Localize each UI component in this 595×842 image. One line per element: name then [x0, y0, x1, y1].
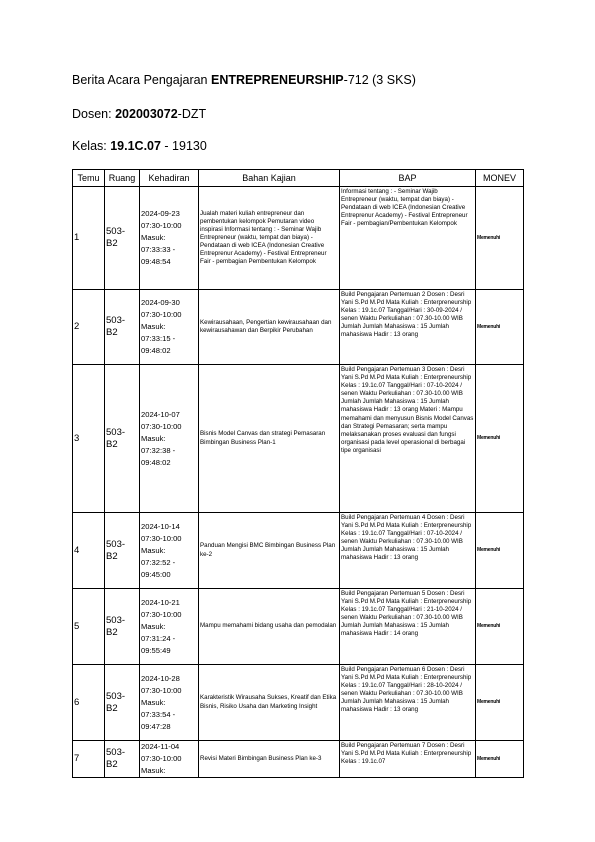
bap-text: Build Pengajaran Pertemuan 5 Dosen : Desri Yani S.Pd M.Pd Mata Kuliah : Enterpreneurship Kelas : 19.1c.07 Tanggal/Hari : 21-10-2024 / senen Waktu Perkuliahan : 07.30-10.00 WIB Jumlah Jumlah Mahasiswa : 15 Jumlah mahasiswa Hadir : 14 orang [340, 589, 476, 665]
bap-text: Build Pengajaran Pertemuan 7 Dosen : Desri Yani S.Pd M.Pd Mata Kuliah : Enterpreneurship Kelas : 19.1c.07 [340, 741, 476, 778]
attendance-date: 2024-10-07 [141, 409, 180, 419]
col-header-bahan-kajian: Bahan Kajian [199, 170, 340, 187]
bap-text: Build Pengajaran Pertemuan 4 Dosen : Desri Yani S.Pd M.Pd Mata Kuliah : Enterpreneurship Kelas : 19.1c.07 Tanggal/Hari : 07-10-2024 / senen Waktu Perkuliahan : 07.30-10.00 WIB Jumlah Jumlah Mahasiswa : 15 Jumlah mahasiswa Hadir : 13 orang [340, 513, 476, 589]
attendance [140, 741, 199, 778]
meeting-number: 6 [73, 665, 105, 741]
attendance [140, 589, 199, 665]
attendance [140, 187, 199, 290]
study-material: Jualah materi kuliah entrepreneur dan pembentukan kelompok Pemutaran video inspirasi Informasi tentang : - Seminar Wajib Entrepreneur (waktu, tempat dan biaya) - Pendataan di web ICEA (Indonesian Creative Entreprenur Academy) - Festival Entrepreneur Fair - pembagian Pembentukan Kelompok [199, 187, 340, 290]
monev-status: Memenuhi [476, 513, 524, 589]
course-title: Berita Acara Pengajaran ENTREPRENEURSHIP-712 (3 SKS) [72, 73, 416, 87]
attendance-status: Masuk: [141, 233, 166, 242]
attendance [140, 513, 199, 589]
meeting-number: 1 [73, 187, 105, 290]
attendance-end: 09:55:49 [141, 645, 171, 655]
attendance-time: 07:30-10:00 [141, 754, 182, 763]
course-name: ENTREPRENEURSHIP [210, 73, 344, 87]
study-material: Panduan Mengisi BMC Bimbingan Business Plan ke-2 [199, 513, 340, 589]
room: 503- B2 [105, 589, 140, 665]
attendance-date: 2024-10-28 [141, 673, 180, 683]
attendance-end: 09:48:02 [141, 346, 171, 355]
lecturer-line: Dosen: 202003072-DZT [72, 107, 207, 121]
table-row [73, 290, 524, 365]
attendance-date: 2024-09-23 [141, 209, 180, 218]
bap-text: Build Pengajaran Pertemuan 3 Dosen : Desri Yani S.Pd M.Pd Mata Kuliah : Enterpreneurship Kelas : 19.1c.07 Tanggal/Hari : 07-10-2024 / senen Waktu Perkuliahan : 07.30-10.00 WIB Jumlah Jumlah Mahasiswa : 15 Jumlah mahasiswa Hadir : 13 orang Materi : Mampu memahami dan menyusun Bisnis Model Canvas dan Strategi Pemasaran; serta mampu melaksanakan proses evaluasi dan fungsi organisasi pada level operasional di berbagai tipe organisasi [340, 365, 476, 513]
monev-status: Memenuhi [476, 589, 524, 665]
attendance-status: Masuk: [141, 621, 166, 631]
attendance [140, 290, 199, 365]
attendance-start: 07:32:52 - [141, 557, 176, 567]
table-row [73, 365, 524, 513]
col-header-bap: BAP [340, 170, 476, 187]
meeting-number: 4 [73, 513, 105, 589]
col-header-monev: MONEV [476, 170, 524, 187]
table-row [73, 187, 524, 290]
monev-status: Memenuhi [476, 187, 524, 290]
room: 503- B2 [105, 290, 140, 365]
meeting-number: 2 [73, 290, 105, 365]
bap-text: Build Pengajaran Pertemuan 2 Dosen : Desri Yani S.Pd M.Pd Mata Kuliah : Enterpreneurship Kelas : 19.1c.07 Tanggal/Hari : 30-09-2024 / senen Waktu Perkuliahan : 07.30-10.00 WIB Jumlah Jumlah Mahasiswa : 15 Jumlah mahasiswa Hadir : 13 orang [340, 290, 476, 365]
room: 503- B2 [105, 665, 140, 741]
study-material: Karakteristik Wirausaha Sukses, Kreatif dan Etika Bisnis, Risiko Usaha dan Marketing Insight [199, 665, 340, 741]
study-material: Revisi Materi Bimbingan Business Plan ke-3 [199, 741, 340, 778]
table-row [73, 665, 524, 741]
attendance-status: Masuk: [141, 697, 166, 707]
room: 503- B2 [105, 513, 140, 589]
attendance-date: 2024-11-04 [141, 742, 180, 751]
attendance-end: 09:48:02 [141, 457, 171, 467]
monev-status: Memenuhi [476, 741, 524, 778]
attendance-start: 07:33:54 - [141, 709, 176, 719]
attendance-time: 07:30-10:00 [141, 421, 182, 431]
attendance-start: 07:33:33 - [141, 245, 176, 254]
attendance-date: 2024-10-14 [141, 521, 180, 531]
monev-status: Memenuhi [476, 365, 524, 513]
meeting-number: 5 [73, 589, 105, 665]
attendance-start: 07:33:15 - [141, 334, 176, 343]
monev-status: Memenuhi [476, 290, 524, 365]
attendance-end: 09:45:00 [141, 569, 171, 579]
col-header-temu: Temu [73, 170, 105, 187]
attendance-time: 07:30-10:00 [141, 310, 182, 319]
attendance-date: 2024-09-30 [141, 298, 180, 307]
attendance-time: 07:30-10:00 [141, 609, 182, 619]
attendance-end: 09:48:54 [141, 257, 171, 266]
attendance-time: 07:30-10:00 [141, 221, 182, 230]
room: 503- B2 [105, 187, 140, 290]
study-material: Bisnis Model Canvas dan strategi Pemasaran Bimbingan Business Plan-1 [199, 365, 340, 513]
attendance [140, 665, 199, 741]
room: 503- B2 [105, 741, 140, 778]
attendance-status: Masuk: [141, 766, 166, 775]
attendance-time: 07:30-10:00 [141, 685, 182, 695]
teaching-record-table [72, 169, 524, 778]
lecturer-code: 202003072 [115, 107, 178, 121]
bap-text: Build Pengajaran Pertemuan 6 Dosen : Desri Yani S.Pd M.Pd Mata Kuliah : Enterpreneurship Kelas : 19.1c.07 Tanggal/Hari : 28-10-2024 / senen Waktu Perkuliahan : 07.30-10.00 WIB Jumlah Jumlah Mahasiswa : 15 Jumlah mahasiswa Hadir : 13 orang [340, 665, 476, 741]
attendance-start: 07:32:38 - [141, 445, 176, 455]
class-code: 19.1C.07 [110, 139, 161, 153]
attendance-time: 07:30-10:00 [141, 533, 182, 543]
attendance-end: 09:47:28 [141, 721, 171, 731]
study-material: Mampu memahami bidang usaha dan pemodalan [199, 589, 340, 665]
bap-text: Informasi tentang : - Seminar Wajib Entrepreneur (waktu, tempat dan biaya) - Pendataan di web ICEA (Indonesian Creative Entreprenur Academy) - Festival Entrepreneur Fair - pembagian/Pembentukan Kelompok [340, 187, 476, 290]
meeting-number: 3 [73, 365, 105, 513]
table-row [73, 741, 524, 778]
attendance-status: Masuk: [141, 545, 166, 555]
col-header-kehadiran: Kehadiran [140, 170, 199, 187]
monev-status: Memenuhi [476, 665, 524, 741]
attendance-start: 07:31:24 - [141, 633, 176, 643]
col-header-ruang: Ruang [105, 170, 140, 187]
attendance [140, 365, 199, 513]
meeting-number: 7 [73, 741, 105, 778]
study-material: Kewirausahaan, Pengertian kewirausahaan dan kewirausahawan dan Berpikir Perubahan [199, 290, 340, 365]
table-row [73, 513, 524, 589]
attendance-date: 2024-10-21 [141, 597, 180, 607]
room: 503- B2 [105, 365, 140, 513]
class-line: Kelas: 19.1C.07 - 19130 [72, 139, 207, 153]
table-header-row [73, 170, 524, 187]
table-row [73, 589, 524, 665]
attendance-status: Masuk: [141, 433, 166, 443]
attendance-status: Masuk: [141, 322, 166, 331]
